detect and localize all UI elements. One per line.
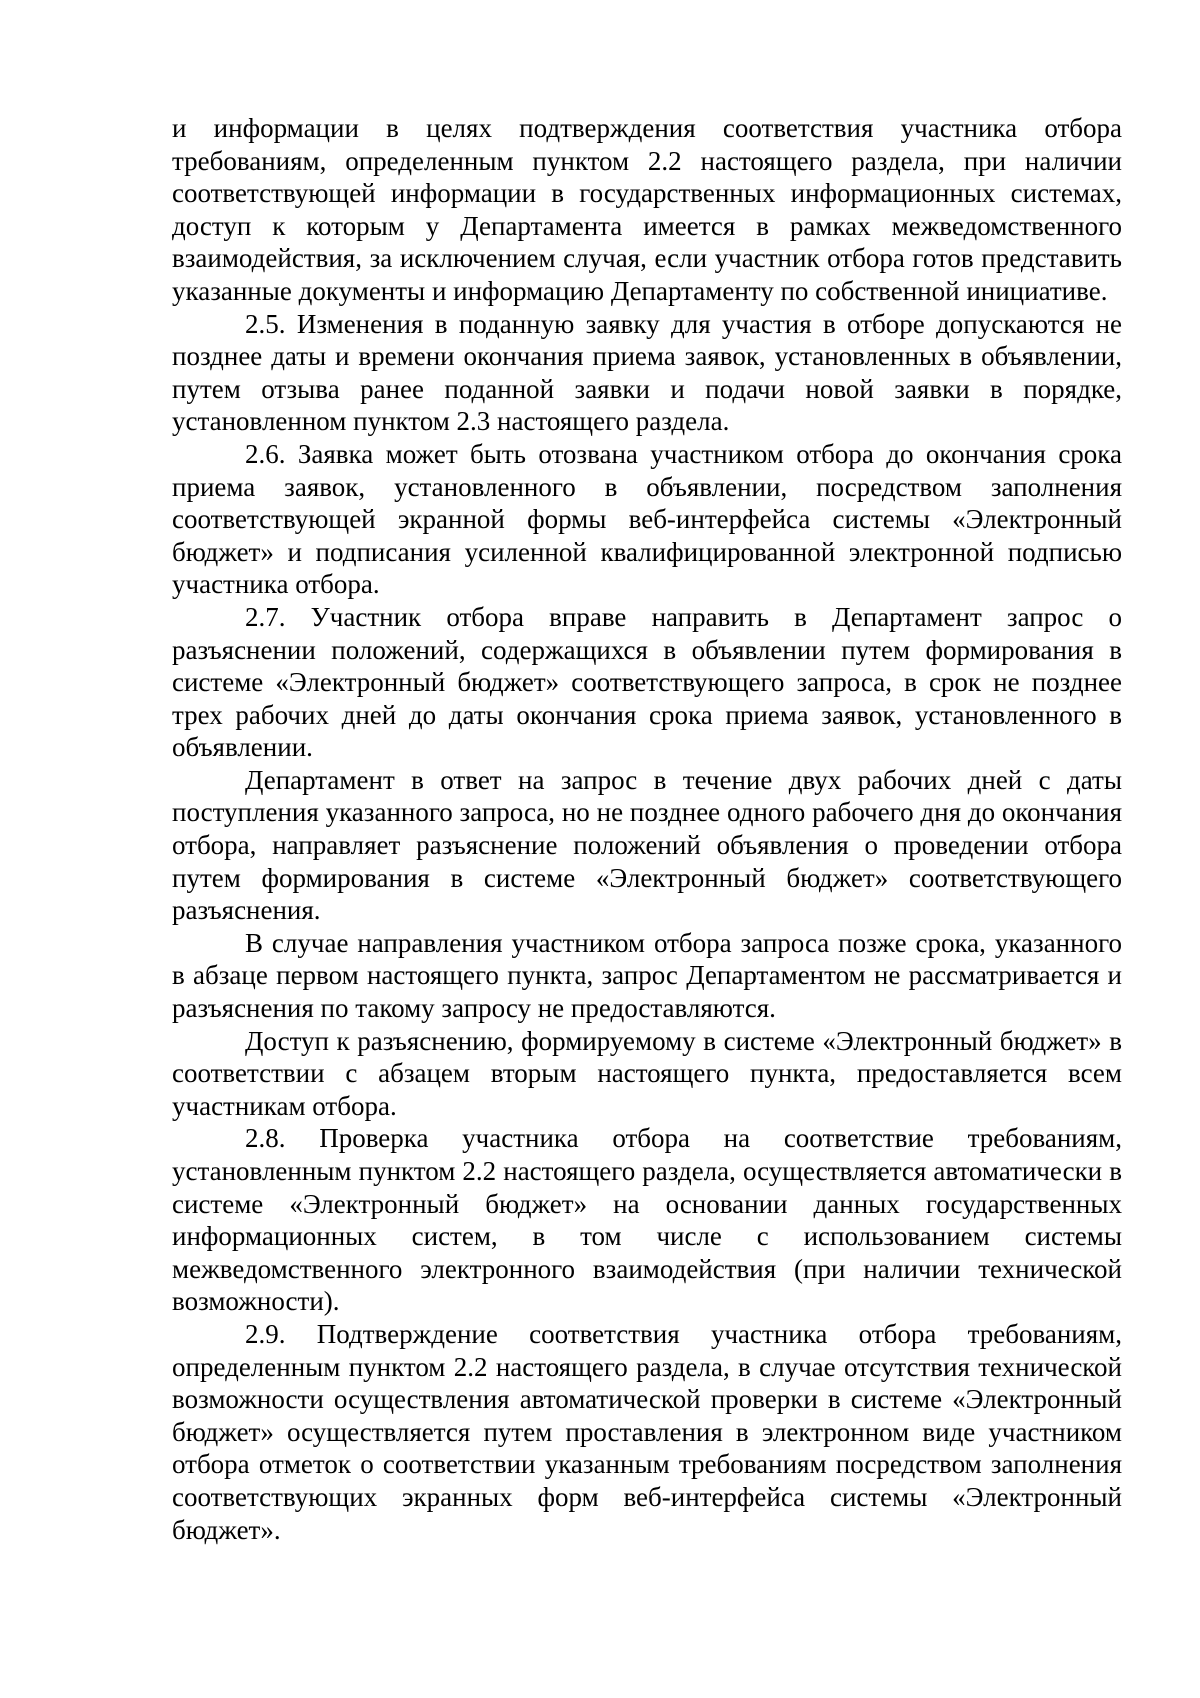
paragraph-continuation: и информации в целях подтверждения соответствия участника отбора требованиям, определенным пунктом 2.2 настоящего раздела, при наличии соответствующей информации в государственных информационных системах, доступ к которым у Департамента имеется в рамках межведомственного взаимодействия, за исключением случая, если участник отбора готов представить указанные документы и информацию Департаменту по собственной инициативе. [172, 113, 1122, 306]
paragraph-2-8: 2.8. Проверка участника отбора на соответствие требованиям, установленным пунктом 2.2 настоящего раздела, осуществляется автоматически в системе «Электронный бюджет» на основании данных государственных информационных систем, в том числе с использованием системы межведомственного электронного взаимодействия (при наличии технической возможности). [172, 1123, 1122, 1317]
paragraph-2-6: 2.6. Заявка может быть отозвана участником отбора до окончания срока приема заявок, установленного в объявлении, посредством заполнения соответствующей экранной формы веб-интерфейса системы «Электронный бюджет» и подписания усиленной квалифицированной электронной подписью участника отбора. [172, 438, 1122, 600]
document-page [172, 112, 1122, 1546]
paragraph-2-9: 2.9. Подтверждение соответствия участника отбора требованиям, определенным пунктом 2.2 настоящего раздела, в случае отсутствия технической возможности осуществления автоматической проверки в системе «Электронный бюджет» осуществляется путем проставления в электронном виде участником отбора отметок о соответствии указанным требованиям посредством заполнения соответствующих экранных форм веб-интерфейса системы «Электронный бюджет». [172, 1318, 1122, 1545]
paragraph-2-7: 2.7. Участник отбора вправе направить в Департамент запрос о разъяснении положений, содержащихся в объявлении путем формирования в системе «Электронный бюджет» соответствующего запроса, в срок не позднее трех рабочих дней до даты окончания срока приема заявок, установленного в объявлении. [172, 601, 1122, 763]
paragraph-2-5: 2.5. Изменения в поданную заявку для участия в отборе допускаются не позднее даты и времени окончания приема заявок, установленных в объявлении, путем отзыва ранее поданной заявки и подачи новой заявки в порядке, установленном пунктом 2.3 настоящего раздела. [172, 308, 1122, 437]
paragraph-2-7-department-response: Департамент в ответ на запрос в течение двух рабочих дней с даты поступления указанного запроса, но не позднее одного рабочего дня до окончания отбора, направляет разъяснение положений объявления о проведении отбора путем формирования в системе «Электронный бюджет» соответствующего разъяснения. [172, 764, 1122, 926]
paragraph-2-7-late-request: В случае направления участником отбора запроса позже срока, указанного в абзаце первом настоящего пункта, запрос Департаментом не рассматривается и разъяснения по такому запросу не предоставляются. [172, 927, 1122, 1024]
paragraph-2-7-access: Доступ к разъяснению, формируемому в системе «Электронный бюджет» в соответствии с абзацем вторым настоящего пункта, предоставляется всем участникам отбора. [172, 1025, 1122, 1121]
